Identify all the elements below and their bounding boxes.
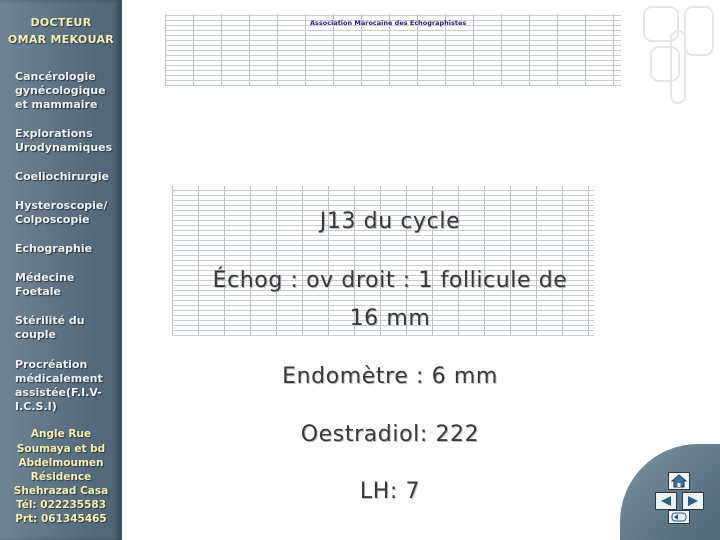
sidebar-item-urodynamiques[interactable]: Explorations Urodynamiques: [15, 127, 113, 154]
return-icon[interactable]: [668, 510, 690, 524]
phone-line: Tél: 022235583: [15, 499, 107, 511]
address-line: Soumaya et bd: [16, 443, 106, 455]
sidebar-item-coeliochirurgie[interactable]: Coeliochirurgie: [15, 170, 110, 183]
doctor-name: OMAR MEKOUAR: [7, 33, 115, 46]
home-icon[interactable]: [668, 472, 690, 490]
sidebar-item-hysteroscopie[interactable]: Hysteroscopie/ Colposcopie: [15, 199, 108, 226]
phone-line: Prt: 061345465: [15, 513, 107, 525]
sidebar-item-echographie[interactable]: Echographie: [15, 242, 93, 255]
cycle-day-text: J13 du cycle: [319, 209, 461, 234]
arrow-right-icon[interactable]: [682, 492, 704, 510]
address-line: Résidence: [30, 471, 92, 483]
oestradiol-text: Oestradiol: 222: [300, 422, 480, 447]
sidebar: [0, 0, 122, 540]
sidebar-item-sterilite[interactable]: Stérilité du couple: [15, 314, 85, 341]
address-line: Angle Rue: [30, 428, 92, 440]
doctor-title: DOCTEUR: [30, 16, 92, 29]
echography-text-cont: 16 mm: [349, 306, 431, 331]
arrow-left-icon[interactable]: [655, 492, 677, 510]
address-line: Shehrazad Casa: [13, 485, 109, 497]
navigation-corner: [620, 444, 720, 540]
endometre-text: Endomètre : 6 mm: [282, 364, 498, 389]
echography-text: Échog : ov droit : 1 follicule de: [212, 268, 568, 293]
sidebar-item-procreation[interactable]: Procréation médicalement assistée(F.I.V- I.C.S.I): [15, 358, 103, 413]
association-title: Association Marocaine des Echographistes: [310, 19, 467, 27]
sidebar-item-medecine-foetale[interactable]: Médecine Foetale: [15, 271, 75, 298]
address-line: Abdelmoumen: [18, 457, 104, 469]
decor-shape: [684, 6, 714, 56]
lh-text: LH: 7: [359, 479, 421, 504]
decor-shape: [670, 30, 686, 104]
sidebar-item-cancerologie[interactable]: Cancérologie gynécologique et mammaire: [15, 70, 106, 111]
